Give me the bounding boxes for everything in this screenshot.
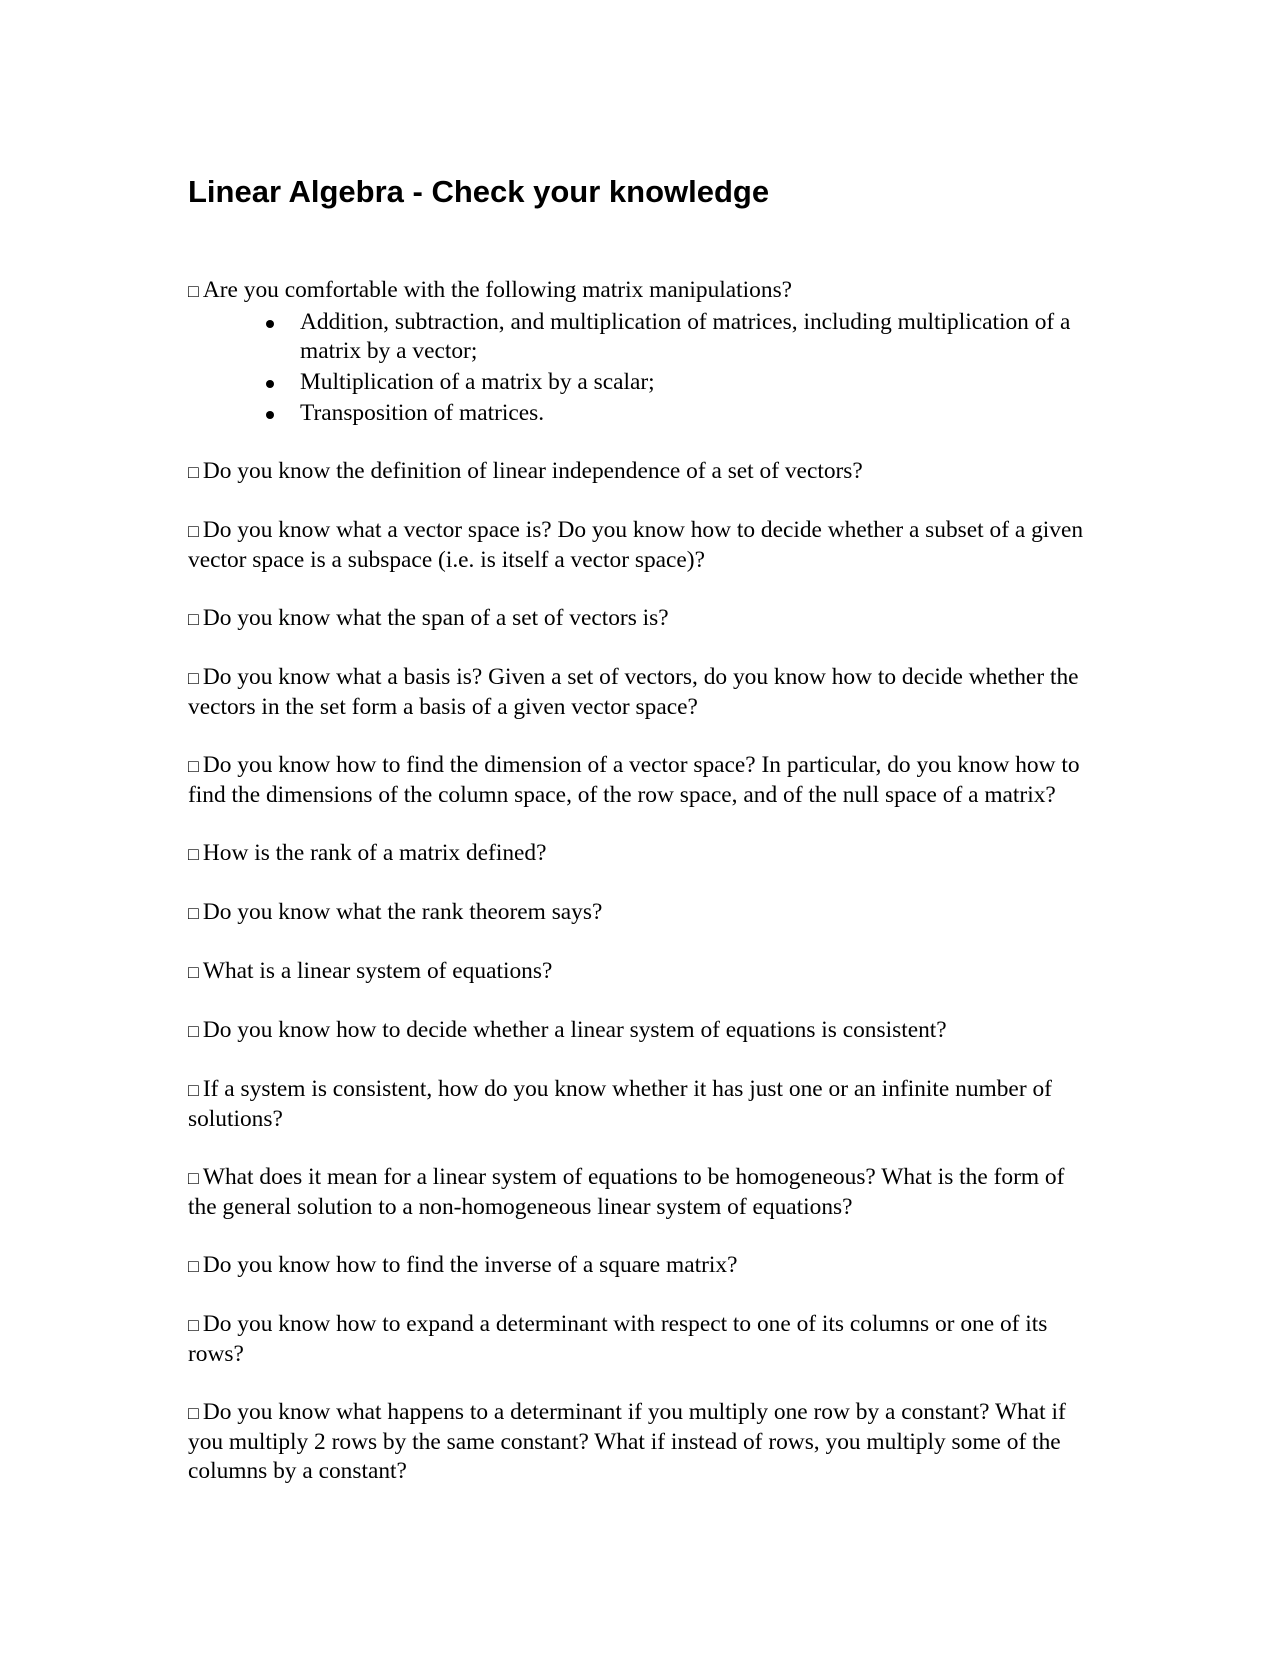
question-item	[188, 957, 1093, 987]
checkbox-icon: □	[188, 903, 199, 923]
checkbox-icon: □	[188, 962, 199, 982]
question-item	[188, 457, 1093, 487]
question-text: If a system is consistent, how do you know whether it has just one or an infinite number of solutions?	[188, 1076, 1052, 1132]
page-title: Linear Algebra - Check your knowledge	[188, 174, 770, 209]
question-item	[188, 839, 1093, 869]
checkbox-icon: □	[188, 844, 199, 864]
bullet-text: Addition, subtraction, and multiplication of matrices, including multiplication of a matrix by a vector;	[300, 309, 1071, 364]
checkbox-icon: □	[188, 1315, 199, 1335]
question-text: Do you know how to find the inverse of a square matrix?	[202, 1252, 738, 1278]
question-text: What is a linear system of equations?	[202, 958, 553, 984]
question-item	[188, 663, 1093, 722]
checkbox-icon: □	[188, 462, 199, 482]
checkbox-icon: □	[188, 1168, 199, 1188]
checkbox-icon: □	[188, 1021, 199, 1041]
question-item	[188, 1016, 1093, 1046]
question-text: What does it mean for a linear system of equations to be homogeneous? What is the form of the general solution to a non-homogeneous linear system of equations?	[188, 1164, 1065, 1220]
bullet-text: Transposition of matrices.	[300, 400, 545, 426]
checkbox-icon: □	[188, 756, 199, 776]
list-item	[300, 399, 1093, 428]
checkbox-icon: □	[188, 668, 199, 688]
question-item	[188, 1398, 1093, 1486]
question-text: Do you know how to decide whether a linear system of equations is consistent?	[202, 1017, 947, 1043]
question-text: Do you know what a basis is? Given a set of vectors, do you know how to decide whether the vectors in the set form a basis of a given vector space?	[188, 664, 1079, 720]
checkbox-icon: □	[188, 1256, 199, 1276]
bullet-text: Multiplication of a matrix by a scalar;	[300, 369, 655, 395]
question-item	[188, 751, 1093, 810]
checkbox-icon: □	[188, 521, 199, 541]
question-text: Do you know how to expand a determinant with respect to one of its columns or one of its rows?	[188, 1311, 1048, 1367]
question-item	[188, 1310, 1093, 1369]
question-text: How is the rank of a matrix defined?	[202, 840, 547, 866]
question-text: Do you know what the span of a set of vectors is?	[202, 605, 669, 631]
bullet-icon	[266, 411, 274, 419]
question-item	[188, 1075, 1093, 1134]
question-item	[188, 516, 1093, 575]
checkbox-icon: □	[188, 1403, 199, 1423]
question-text: Do you know what happens to a determinant if you multiply one row by a constant? What if you multiply 2 rows by the same constant? What if instead of rows, you multiply some of the columns by a constant?	[188, 1399, 1066, 1484]
list-item	[300, 368, 1093, 397]
question-text: Do you know what a vector space is? Do you know how to decide whether a subset of a given vector space is a subspace (i.e. is itself a vector space)?	[188, 517, 1084, 573]
question-list	[188, 276, 1093, 1515]
checkbox-icon: □	[188, 281, 199, 301]
bullet-list	[188, 308, 1093, 428]
bullet-icon	[266, 380, 274, 388]
list-item	[300, 308, 1093, 366]
checkbox-icon: □	[188, 609, 199, 629]
checkbox-icon: □	[188, 1080, 199, 1100]
question-item	[188, 1163, 1093, 1222]
question-item	[188, 604, 1093, 634]
question-text: Do you know the definition of linear independence of a set of vectors?	[202, 458, 863, 484]
question-text: Are you comfortable with the following matrix manipulations?	[202, 277, 793, 303]
question-item	[188, 276, 1093, 306]
question-item	[188, 1251, 1093, 1281]
question-item	[188, 898, 1093, 928]
bullet-icon	[266, 320, 274, 328]
question-text: Do you know what the rank theorem says?	[202, 899, 603, 925]
question-text: Do you know how to find the dimension of a vector space? In particular, do you know how to find the dimensions of the column space, of the row space, and of the null space of a matrix?	[188, 752, 1080, 808]
